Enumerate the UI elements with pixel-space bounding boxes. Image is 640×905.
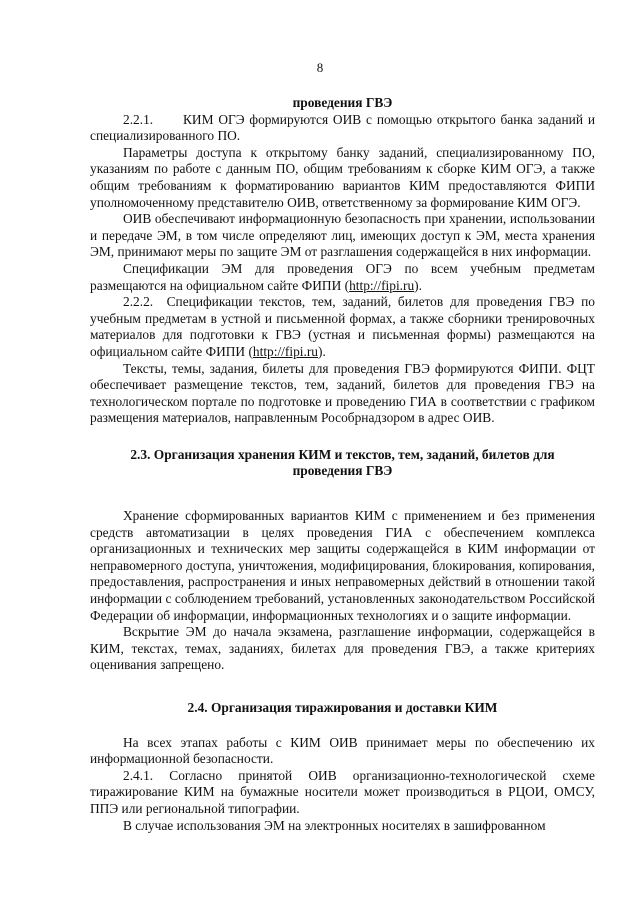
clause-text: КИМ ОГЭ формируются ОИВ с помощью открытого банка заданий и специализированного ПО. (90, 111, 595, 144)
paragraph-oiv-security: ОИВ обеспечивают информационную безопасность при хранении, использовании и передаче ЭМ, в том числе определяют лиц, имеющих доступ к ЭМ, места хранения ЭМ, принимают меры по защите ЭМ от разглашения содержащейся в них информации. (90, 211, 595, 260)
paragraph-2-4-1: 2.4.1. Согласно принятой ОИВ организационно-технологической схеме тиражирование КИМ на бумажные носители может производиться в РЦОИ, ОМСУ, ППЭ или региональной типографии. (90, 767, 595, 816)
paragraph-texts-gve: Тексты, темы, задания, билеты для проведения ГВЭ формируются ФИПИ. ФЦТ обеспечивает размещение текстов, тем, заданий, билетов для проведения ГВЭ на технологическом портале по подготовке и проведению ГИА в соответствии с графиком размещения материалов, направленным Рособрнадзором в адрес ОИВ. (90, 360, 595, 426)
section-title-continuation: проведения ГВЭ (292, 95, 393, 110)
section-heading-2-3 (90, 447, 595, 480)
paragraph-opening: Вскрытие ЭМ до начала экзамена, разглашение информации, содержащейся в КИМ, текстах, темах, заданиях, билетах для проведения ГВЭ, а также критериях оценивания запрещено. (90, 624, 595, 673)
paragraph-end: ). (414, 277, 422, 293)
paragraph-access: Параметры доступа к открытому банку заданий, специализированному ПО, указаниям по работе с данным ПО, общим требованиям к сборке КИМ ОГЭ, а также общим требованиям к форматированию вариантов КИМ предоставляются ФИПИ уполномоченному представителю ОИВ, ответственному за формирование КИМ ОГЭ. (90, 144, 595, 210)
paragraph-2-2-2 (90, 294, 595, 360)
paragraph-text: Спецификации ЭМ для проведения ОГЭ по всем учебным предметам размещаются на официальном сайте ФИПИ ( (90, 260, 595, 293)
page-number: 8 (316, 60, 324, 75)
clause-number: 2.2.1. (123, 111, 154, 127)
paragraph-specifications-oge (90, 261, 595, 294)
fipi-link[interactable]: http://fipi.ru (252, 343, 318, 359)
paragraph-stages: На всех этапах работы с КИМ ОИВ принимает меры по обеспечению их информационной безопасности. (90, 734, 595, 767)
section-heading-2-4: 2.4. Организация тиражирования и доставки КИМ (187, 700, 498, 715)
clause-text: Спецификации текстов, тем, заданий, билетов для проведения ГВЭ по учебным предметам в устной и письменной формах, а также сборники тренировочных материалов для подготовки к ГВЭ (устная и письменная формы) размещаются на официальном сайте ФИПИ ( (90, 294, 595, 359)
heading-line: проведения ГВЭ (292, 463, 393, 479)
paragraph-storage: Хранение сформированных вариантов КИМ с применением и без применения средств автоматизации в целях проведения ГИА с обеспечением комплекса организационных и технических мер защиты содержащейся в КИМ информации от неправомерного доступа, уничтожения, модифицирования, блокирования, копирования, предоставления, распространения и иных неправомерных действий в отношении такой информации с соблюдением требований, установленных законодательством Российской Федерации об информации, информационных технологиях и о защите информации. (90, 508, 595, 623)
paragraph-end: ). (318, 343, 326, 359)
heading-line: 2.3. Организация хранения КИМ и текстов, тем, заданий, билетов для (130, 446, 555, 462)
paragraph-electronic-media: В случае использования ЭМ на электронных носителях в зашифрованном (123, 817, 546, 833)
paragraph-2-2-1 (90, 112, 595, 145)
clause-number: 2.2.2. (123, 294, 154, 310)
fipi-link[interactable]: http://fipi.ru (349, 277, 415, 293)
page-content (90, 95, 595, 834)
